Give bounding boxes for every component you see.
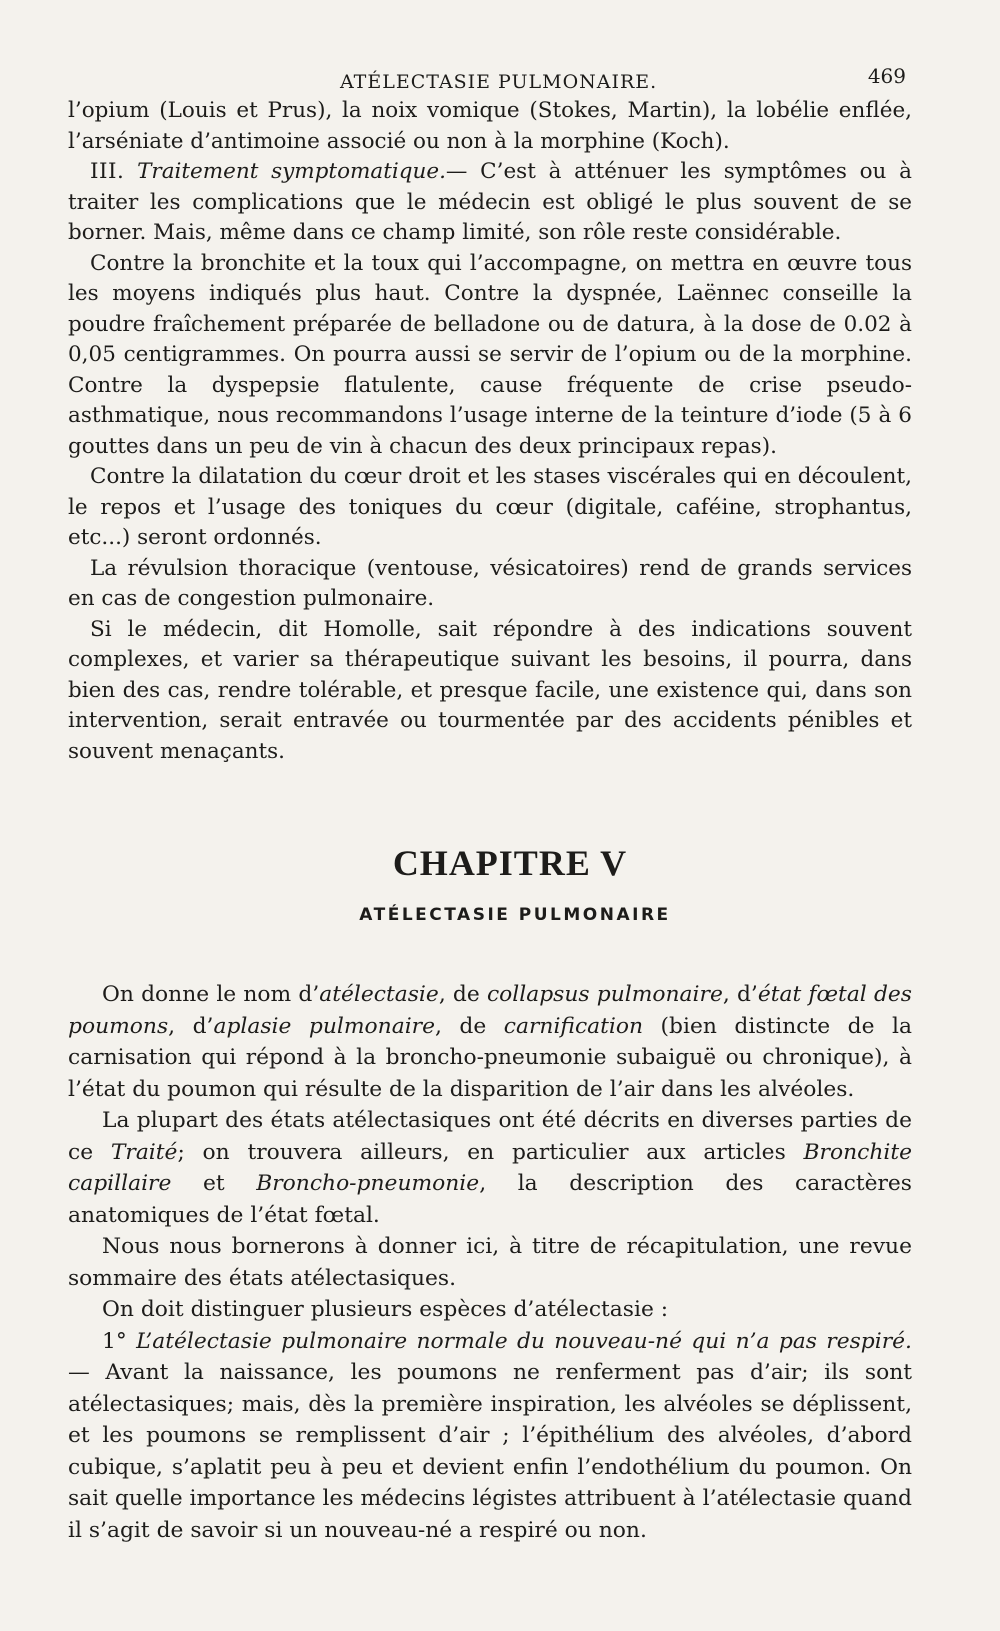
term-collapsus: collapsus pulmonaire <box>486 982 723 1007</box>
chapter-body <box>68 979 912 1546</box>
section-treatment-text <box>68 96 912 767</box>
paragraph-homolle-quote: Si le médecin, dit Homolle, sait répondre à des indications souvent complexes, et varier sa thérapeutique suivant les besoins, il pourra, dans bien des cas, rendre tolérable, et presque facile, une existence qui, dans son intervention, serait entravée ou tourmentée par des accidents pénibles et souvent menaçants. <box>68 616 912 764</box>
term-bronchite-capillaire: Bronchite capillaire <box>68 1139 912 1196</box>
item-title: L’atélectasie pulmonaire normale du nouveau-né qui n’a pas respiré. <box>136 1328 912 1354</box>
page-number: 469 <box>867 64 906 88</box>
paragraph-recapitulation: Nous nous bornerons à donner ici, à titre de récapitulation, une revue sommaire des états atélectasiques. <box>68 1234 912 1291</box>
term-broncho-pneumonie: Broncho-pneumonie <box>256 1171 480 1196</box>
paragraph-continued: l’opium (Louis et Prus), la noix vomique (Stokes, Martin), la lobélie enflée, l’arséniate d’antimoine associé ou non à la morphine (Koch). <box>68 98 912 154</box>
text-run: On donne le nom d’ <box>102 982 320 1007</box>
paragraph-species: On doit distinguer plusieurs espèces d’atélectasie : <box>102 1297 669 1322</box>
paragraph-references <box>68 1105 912 1231</box>
paragraph-symptomatic-treatment <box>68 157 912 249</box>
term-aplasie: aplasie pulmonaire <box>213 1013 435 1039</box>
text-run: (bien distincte de la carnisation qui répond à la broncho-pneumonie subaiguë ou chronique), à l’état du poumon qui résulte de la disparition de l’air dans les alvéoles. <box>68 1013 912 1102</box>
running-title: ATÉLECTASIE PULMONAIRE. <box>340 71 658 93</box>
text-run: et <box>171 1171 257 1196</box>
paragraph-thoracic-revulsion: La révulsion thoracique (ventouse, vésicatoires) rend de grands services en cas de congestion pulmonaire. <box>68 555 912 611</box>
term-atelectasie: atélectasie <box>319 982 439 1007</box>
text-run: , de <box>435 1013 504 1039</box>
text-run: , d’ <box>722 982 758 1007</box>
running-head <box>68 58 912 96</box>
text-run: , d’ <box>168 1013 214 1039</box>
chapter-title: CHAPITRE V <box>392 843 628 883</box>
paragraph-heart-dilatation: Contre la dilatation du cœur droit et les stases viscérales qui en découlent, le repos et l’usage des toniques du cœur (digitale, caféine, strophantus, etc...) seront ordonnés. <box>68 464 912 550</box>
text-run: — Avant la naissance, les poumons ne renferment pas d’air; ils sont atélectasiques; mais, dès la première inspiration, les alvéoles se déplissent, et les poumons se remplissent d’air ; l’épithélium des alvéoles, d’abord cubique, s’aplatit peu à peu et devient enfin l’endothélium du poumon. On sait quelle importance les médecins légistes attribuent à l’atélectasie quand il s’agit de savoir si un nouveau-né a respiré ou non. <box>68 1360 912 1543</box>
chapter-spacer <box>68 767 912 841</box>
text-run: La plupart des états atélectasiques ont été décrits en diverses parties de ce <box>68 1108 912 1165</box>
paragraph-newborn <box>68 1326 912 1547</box>
paragraph-bronchitis: Contre la bronchite et la toux qui l’accompagne, on mettra en œuvre tous les moyens indiqués plus haut. Contre la dyspnée, Laënnec conseille la poudre fraîchement préparée de belladone ou de datura, à la dose de 0.02 à 0,05 centigrammes. On pourra aussi se servir de l’opium ou de la morphine. Contre la dyspepsie flatulente, cause fréquente de crise pseudo-asthmatique, nous recommandons l’usage interne de la teinture d’iode (5 à 6 gouttes dans un peu de vin à chacun des deux principaux repas). <box>68 250 912 459</box>
section-number: III. <box>90 159 125 184</box>
paragraph-text: — C’est à atténuer les symptômes ou à traiter les complications que le médecin est obligé le plus souvent de se borner. Mais, même dans ce champ limité, son rôle reste considérable. <box>68 159 912 245</box>
text-run: , de <box>438 982 487 1007</box>
text-run: ; on trouvera ailleurs, en particulier aux articles <box>177 1139 804 1165</box>
chapter-subtitle: ATÉLECTASIE PULMONAIRE <box>359 905 671 925</box>
term-traite: Traité <box>110 1139 178 1165</box>
text-run: , la description des caractères anatomiques de l’état fœtal. <box>68 1171 912 1228</box>
list-number: 1° <box>102 1328 127 1354</box>
section-title: Traitement symptomatique. <box>137 159 446 184</box>
term-carnification: carnification <box>503 1013 644 1039</box>
paragraph-definition <box>68 979 912 1105</box>
term-etat-foetal: état fœtal des poumons <box>68 982 912 1039</box>
